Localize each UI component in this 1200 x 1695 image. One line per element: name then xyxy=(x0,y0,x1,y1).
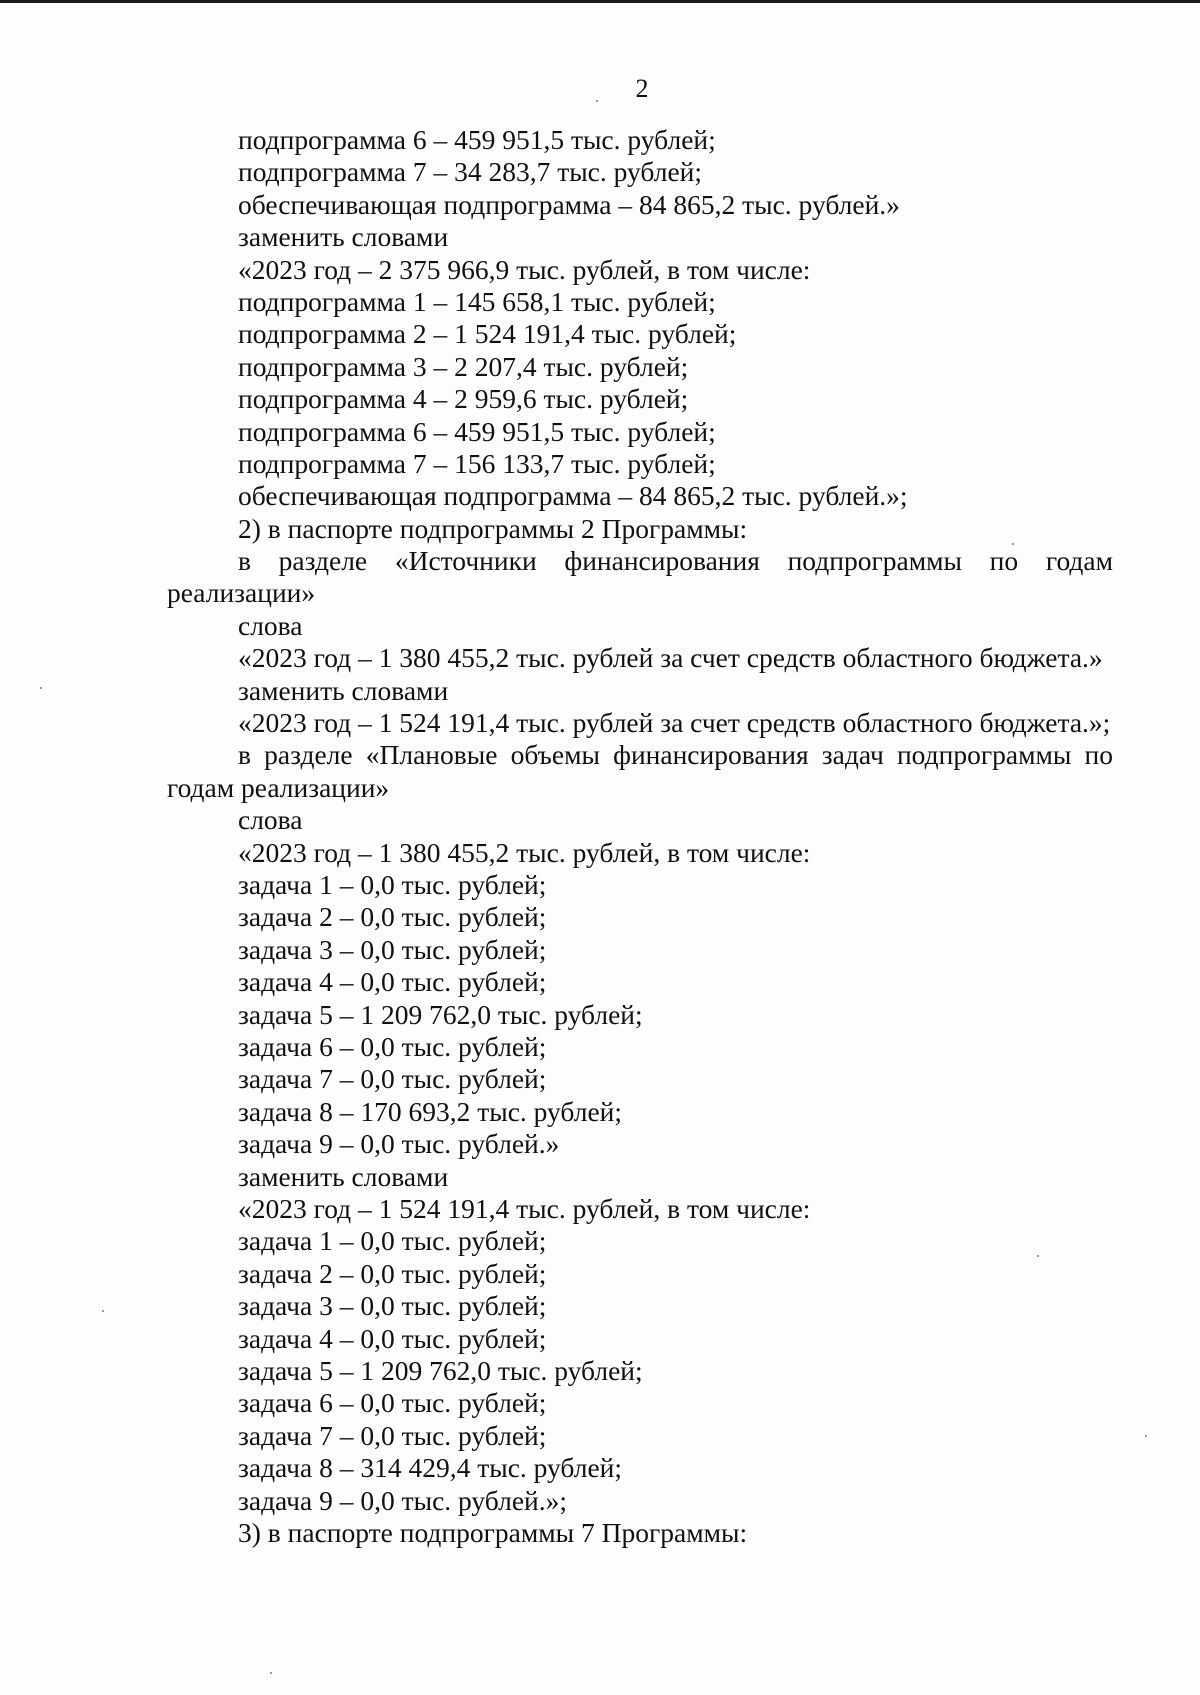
scan-speck xyxy=(40,687,42,689)
text-paragraph: «2023 год – 1 380 455,2 тыс. рублей за счет средств областного бюджета.» xyxy=(238,642,1103,674)
text-line: задача 2 – 0,0 тыс. рублей; xyxy=(238,901,547,933)
text-line: задача 1 – 0,0 тыс. рублей; xyxy=(238,1225,547,1257)
text-line: обеспечивающая подпрограмма – 84 865,2 тыс. рублей.» xyxy=(238,188,900,220)
text-line: задача 5 – 1 209 762,0 тыс. рублей; xyxy=(238,1354,643,1386)
text-line: задача 8 – 170 693,2 тыс. рублей; xyxy=(238,1095,623,1127)
text-line: задача 8 – 314 429,4 тыс. рублей; xyxy=(238,1452,623,1484)
text-line: «2023 год – 2 375 966,9 тыс. рублей, в том числе: xyxy=(238,253,811,285)
text-line: подпрограмма 3 – 2 207,4 тыс. рублей; xyxy=(238,350,689,382)
text-line: подпрограмма 1 – 145 658,1 тыс. рублей; xyxy=(238,285,716,317)
text-paragraph: «2023 год – 1 524 191,4 тыс. рублей за счет средств областного бюджета.»; xyxy=(238,707,1111,739)
text-line: задача 5 – 1 209 762,0 тыс. рублей; xyxy=(238,998,643,1030)
text-line: подпрограмма 6 – 459 951,5 тыс. рублей; xyxy=(238,124,716,155)
text-line: подпрограмма 4 – 2 959,6 тыс. рублей; xyxy=(238,383,689,415)
text-line: подпрограмма 6 – 459 951,5 тыс. рублей; xyxy=(238,415,716,447)
text-line: «2023 год – 1 380 455,2 тыс. рублей, в том числе: xyxy=(238,836,811,868)
text-line: заменить словами xyxy=(238,1160,449,1192)
text-line: подпрограмма 7 – 34 283,7 тыс. рублей; xyxy=(238,156,703,188)
text-line: 2) в паспорте подпрограммы 2 Программы: xyxy=(238,512,748,544)
text-line: слова xyxy=(238,804,303,836)
text-line: задача 2 – 0,0 тыс. рублей; xyxy=(238,1257,547,1289)
text-line: задача 3 – 0,0 тыс. рублей; xyxy=(238,1290,547,1322)
text-line: «2023 год – 1 524 191,4 тыс. рублей, в том числе: xyxy=(238,1192,811,1224)
text-line: подпрограмма 2 – 1 524 191,4 тыс. рублей; xyxy=(238,318,737,350)
text-paragraph: в разделе «Источники финансирования подпрограммы по годам реализации» xyxy=(167,545,1113,609)
text-line: подпрограмма 7 – 156 133,7 тыс. рублей; xyxy=(238,447,716,479)
text-line: задача 6 – 0,0 тыс. рублей; xyxy=(238,1387,547,1419)
page-number: 2 xyxy=(635,74,649,103)
text-line: задача 3 – 0,0 тыс. рублей; xyxy=(238,933,547,965)
text-line: задача 4 – 0,0 тыс. рублей; xyxy=(238,1322,547,1354)
document-body xyxy=(167,124,1113,1549)
text-line: задача 6 – 0,0 тыс. рублей; xyxy=(238,1031,547,1063)
text-line: задача 7 – 0,0 тыс. рублей; xyxy=(238,1063,547,1095)
text-line: заменить словами xyxy=(238,221,449,253)
text-line: заменить словами xyxy=(238,674,449,706)
scan-edge xyxy=(0,0,1200,3)
text-line: задача 9 – 0,0 тыс. рублей.»; xyxy=(238,1484,568,1516)
text-line: задача 9 – 0,0 тыс. рублей.» xyxy=(238,1128,560,1160)
scan-speck xyxy=(270,1672,272,1674)
scan-speck xyxy=(1145,1435,1147,1437)
text-paragraph: в разделе «Плановые объемы финансирования задач подпрограммы по годам реализации» xyxy=(167,739,1113,803)
text-line: задача 4 – 0,0 тыс. рублей; xyxy=(238,966,547,998)
text-line: задача 7 – 0,0 тыс. рублей; xyxy=(238,1419,547,1451)
text-line: обеспечивающая подпрограмма – 84 865,2 тыс. рублей.»; xyxy=(238,480,908,512)
text-line: задача 1 – 0,0 тыс. рублей; xyxy=(238,869,547,901)
text-line: слова xyxy=(238,609,303,641)
scan-speck xyxy=(102,1310,104,1312)
text-line: 3) в паспорте подпрограммы 7 Программы: xyxy=(238,1516,748,1548)
